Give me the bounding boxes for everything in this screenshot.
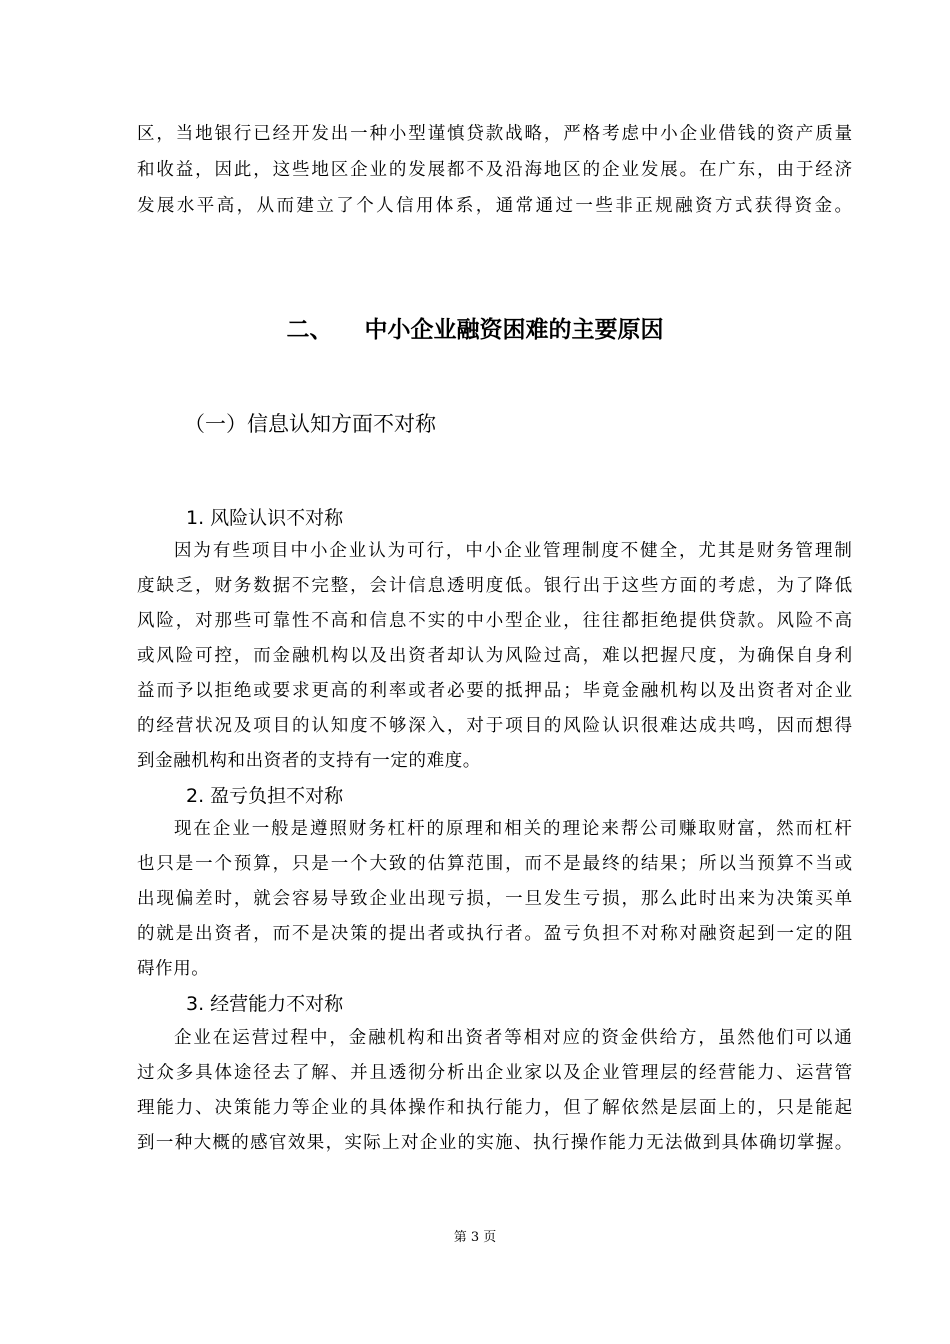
- paragraph-line: 度缺乏，财务数据不完整，会计信息透明度低。银行出于这些方面的考虑，为了降低: [137, 576, 854, 596]
- paragraph-line: 企业在运营过程中，金融机构和出资者等相对应的资金供给方，虽然他们可以通: [174, 1028, 854, 1048]
- paragraph-line: 过众多具体途径去了解、并且透彻分析出企业家以及企业管理层的经营能力、运营管: [137, 1063, 854, 1083]
- paragraph-line: 的就是出资者，而不是决策的提出者或执行者。盈亏负担不对称对融资起到一定的阻: [137, 924, 854, 944]
- paragraph-line: 和收益，因此，这些地区企业的发展都不及沿海地区的企业发展。在广东，由于经济: [137, 160, 854, 180]
- item-heading: 3. 经营能力不对称: [186, 993, 344, 1015]
- subsection-heading: （一）信息认知方面不对称: [184, 412, 436, 436]
- paragraph-line: 理能力、决策能力等企业的具体操作和执行能力，但了解依然是层面上的，只是能起: [137, 1098, 854, 1118]
- paragraph-line: 益而予以拒绝或要求更高的利率或者必要的抵押品；毕竟金融机构以及出资者对企业: [137, 681, 854, 701]
- section-heading: [0, 313, 950, 347]
- paragraph-line: 区，当地银行已经开发出一种小型谨慎贷款战略，严格考虑中小企业借钱的资产质量: [137, 124, 854, 144]
- section-title: 中小企业融资困难的主要原因: [364, 317, 664, 343]
- page-number: 第 3 页: [453, 1230, 497, 1245]
- paragraph-line: 发展水平高，从而建立了个人信用体系，通常通过一些非正规融资方式获得资金。: [137, 196, 855, 216]
- paragraph-line: 到一种大概的感官效果，实际上对企业的实施、执行操作能力无法做到具体确切掌握。: [137, 1133, 854, 1153]
- paragraph-line: 或风险可控，而金融机构以及出资者却认为风险过高，难以把握尺度，为确保自身利: [137, 646, 854, 666]
- paragraph-line: 的经营状况及项目的认知度不够深入，对于项目的风险认识很难达成共鸣，因而想得: [137, 716, 854, 736]
- paragraph-line: 碍作用。: [137, 959, 210, 979]
- paragraph-line: 也只是一个预算，只是一个大致的估算范围，而不是最终的结果；所以当预算不当或: [137, 854, 854, 874]
- paragraph-line: 出现偏差时，就会容易导致企业出现亏损，一旦发生亏损，那么此时出来为决策买单: [137, 889, 854, 909]
- item-heading: 2. 盈亏负担不对称: [186, 785, 344, 807]
- section-number: 二、: [286, 317, 333, 343]
- item-heading: 1. 风险认识不对称: [186, 507, 344, 529]
- paragraph-line: 因为有些项目中小企业认为可行，中小企业管理制度不健全，尤其是财务管理制: [174, 541, 854, 561]
- paragraph-line: 现在企业一般是遵照财务杠杆的原理和相关的理论来帮公司赚取财富，然而杠杆: [174, 819, 854, 839]
- paragraph-line: 到金融机构和出资者的支持有一定的难度。: [137, 751, 481, 771]
- paragraph-line: 风险，对那些可靠性不高和信息不实的中小型企业，往往都拒绝提供贷款。风险不高: [137, 611, 854, 631]
